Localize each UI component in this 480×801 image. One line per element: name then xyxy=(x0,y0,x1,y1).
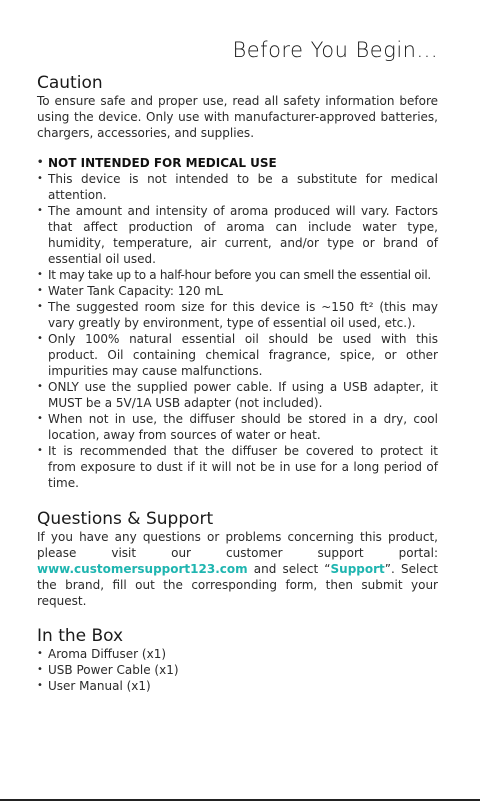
caution-heading: Caution xyxy=(37,73,103,93)
support-text-before: If you have any questions or problems concerning this product, please visit our customer support portal: xyxy=(37,530,438,560)
list-item: • Aroma Diffuser (x1) xyxy=(37,646,438,662)
support-text-mid: and select “ xyxy=(247,562,331,576)
page-title: Before You Begin... xyxy=(232,38,438,62)
support-text-after: ”. Select the brand, fill out the corresponding form, then submit your request. xyxy=(37,562,438,608)
box-heading: In the Box xyxy=(37,626,124,646)
list-item: • Water Tank Capacity: 120 mL xyxy=(37,283,438,299)
list-item: • When not in use, the diffuser should be stored in a dry, cool location, away from sources of water or heat. xyxy=(37,411,438,443)
list-item: • The suggested room size for this device is ~150 ft² (this may vary greatly by environment, type of essential oil used, etc.). xyxy=(37,299,438,331)
support-paragraph xyxy=(37,529,438,609)
list-item: • USB Power Cable (x1) xyxy=(37,662,438,678)
list-item: • This device is not intended to be a substitute for medical attention. xyxy=(37,171,438,203)
list-item: • The amount and intensity of aroma produced will vary. Factors that affect production of aroma can include water type, humidity, temperature, air current, and/or type or brand of essential oil used. xyxy=(37,203,438,267)
list-item: • It may take up to a half-hour before you can smell the essential oil. xyxy=(37,267,438,283)
support-portal-link[interactable]: www.customersupport123.com xyxy=(37,562,248,576)
list-item: • Only 100% natural essential oil should be used with this product. Oil containing chemical fragrance, spice, or other impurities may cause malfunctions. xyxy=(37,331,438,379)
list-item: • ONLY use the supplied power cable. If using a USB adapter, it MUST be a 5V/1A USB adapter (not included). xyxy=(37,379,438,411)
list-item: • NOT INTENDED FOR MEDICAL USE xyxy=(37,155,438,171)
support-option-label: Support xyxy=(330,562,385,576)
caution-intro: To ensure safe and proper use, read all safety information before using the device. Only use with manufacturer-approved batteries, chargers, accessories, and supplies. xyxy=(37,94,438,140)
list-item: • It is recommended that the diffuser be covered to protect it from exposure to dust if it will not be in use for a long period of time. xyxy=(37,443,438,491)
list-item: • User Manual (x1) xyxy=(37,678,438,694)
caution-list xyxy=(37,155,438,491)
box-contents-list xyxy=(37,646,438,694)
support-heading: Questions & Support xyxy=(37,509,214,529)
